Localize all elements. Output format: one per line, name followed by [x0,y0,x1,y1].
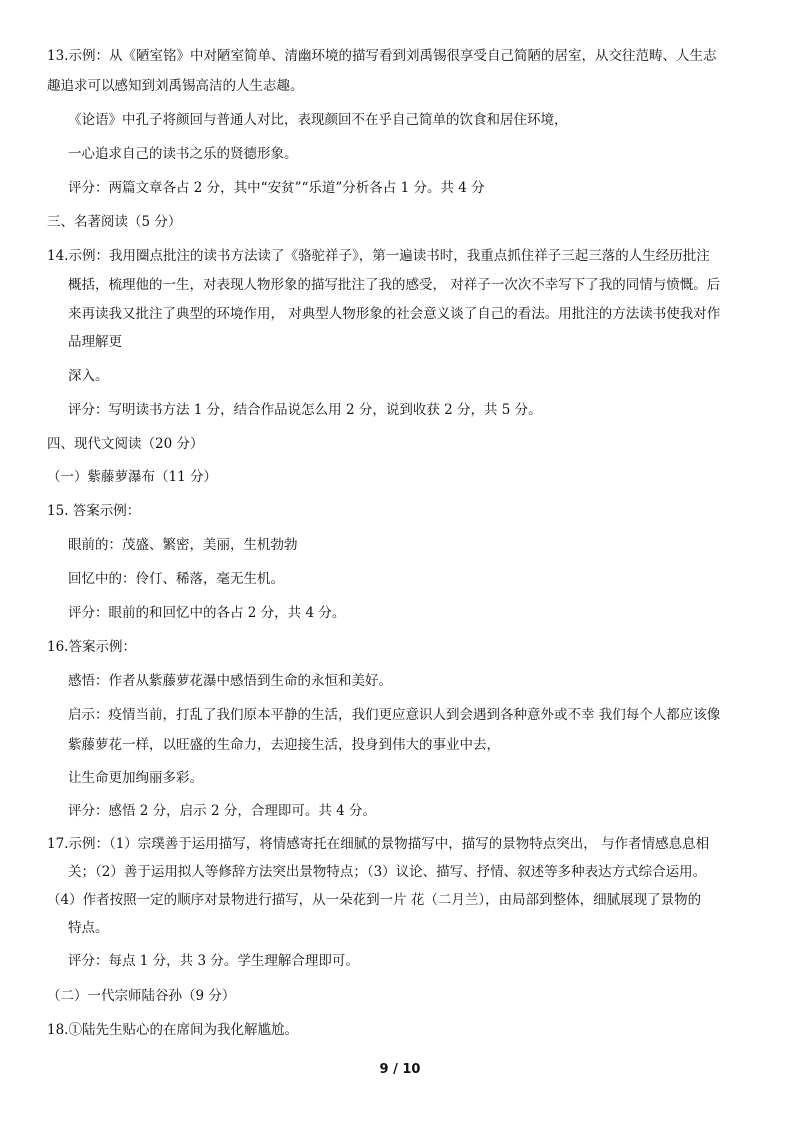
q16-answer-line-3: 紫藤萝花一样，以旺盛的生命力，去迎接生活，投身到伟大的事业中去， [68,737,500,753]
q18-answer-line-1: 18.①陆先生贴心的在席间为我化解尴尬。 [47,1022,298,1038]
q17-answer-line-1: 17.示例：（1）宗璞善于运用描写，将情感寄托在细腻的景物描写中，描写的景物特点突出， 与作者情感息息相 [47,836,710,852]
q16-answer-line-2: 启示：疫情当前，打乱了我们原本平静的生活，我们更应意识人到会遇到各种意外或不幸 我们每个人都应该像 [68,707,721,723]
q16-answer-line-1: 感悟：作者从紫藤萝花瀑中感悟到生命的永恒和美好。 [68,673,392,689]
q14-scoring: 评分：写明读书方法 1 分，结合作品说怎么用 2 分，说到收获 2 分，共 5 分。 [68,402,542,418]
q14-answer-line-2: 概括，梳理他的一生，对表现人物形象的描写批注了我的感受， 对祥子一次次不幸写下了我的同情与愤慨。后 [68,277,721,293]
q13-answer-line-1: 13.示例：从《陋室铭》中对陋室简单、清幽环境的描写看到刘禹锡很享受自己简陋的居室，从交往范畴、人生志 [47,48,717,64]
q15-heading: 15. 答案示例： [47,503,141,519]
q13-answer-line-3: 《论语》中孔子将颜回与普通人对比，表现颜回不在乎自己简单的饮食和居住环境， [68,112,568,128]
q14-answer-line-3: 来再读我又批注了典型的环境作用， 对典型人物形象的社会意义谈了自己的看法。用批注的方法读书使我对作 [68,306,721,322]
q14-answer-line-4: 品理解更 [68,334,122,350]
q13-scoring: 评分：两篇文章各占 2 分，其中“安贫”“乐道”分析各占 1 分。共 4 分 [68,180,485,196]
page-number: 9 / 10 [379,1062,421,1077]
q14-answer-line-1: 14.示例：我用圈点批注的读书方法读了《骆驼祥子》，第一遍读书时，我重点抓住祥子三起三落的人生经历批注 [47,248,710,264]
q14-answer-line-5: 深入。 [68,368,109,384]
q16-answer-line-4: 让生命更加绚丽多彩。 [68,770,203,786]
q15-scoring: 评分：眼前的和回忆中的各占 2 分，共 4 分。 [68,605,346,621]
section-heading-3: 三、名著阅读（5 分） [47,214,182,230]
q13-answer-line-2: 趣追求可以感知到刘禹锡高洁的人生志趣。 [47,78,304,94]
q15-answer-line-2: 回忆中的：伶仃、稀落，毫无生机。 [68,571,284,587]
section-heading-4: 四、现代文阅读（20 分） [47,436,204,452]
q13-answer-line-4: 一心追求自己的读书之乐的贤德形象。 [68,146,298,162]
q17-answer-line-2: 关；（2）善于运用拟人等修辞方法突出景物特点；（3）议论、描写、抒情、叙述等多种表达方式综合运用。 [68,864,707,880]
q17-answer-line-3: （4）作者按照一定的顺序对景物进行描写，从一朵花到一片 花（二月兰），由局部到整体，细腻展现了景物的 [47,892,702,908]
subsection-heading-1: （一）紫藤萝瀑布（11 分） [47,469,217,485]
q16-heading: 16.答案示例： [47,639,136,655]
subsection-heading-2: （二）一代宗师陆谷孙（9 分） [47,988,236,1004]
q17-answer-line-4: 特点。 [68,920,109,936]
q15-answer-line-1: 眼前的：茂盛、繁密，美丽，生机勃勃 [68,537,298,553]
q16-scoring: 评分：感悟 2 分，启示 2 分，合理即可。共 4 分。 [68,803,377,819]
q17-scoring: 评分：每点 1 分，共 3 分。学生理解合理即可。 [68,953,359,969]
